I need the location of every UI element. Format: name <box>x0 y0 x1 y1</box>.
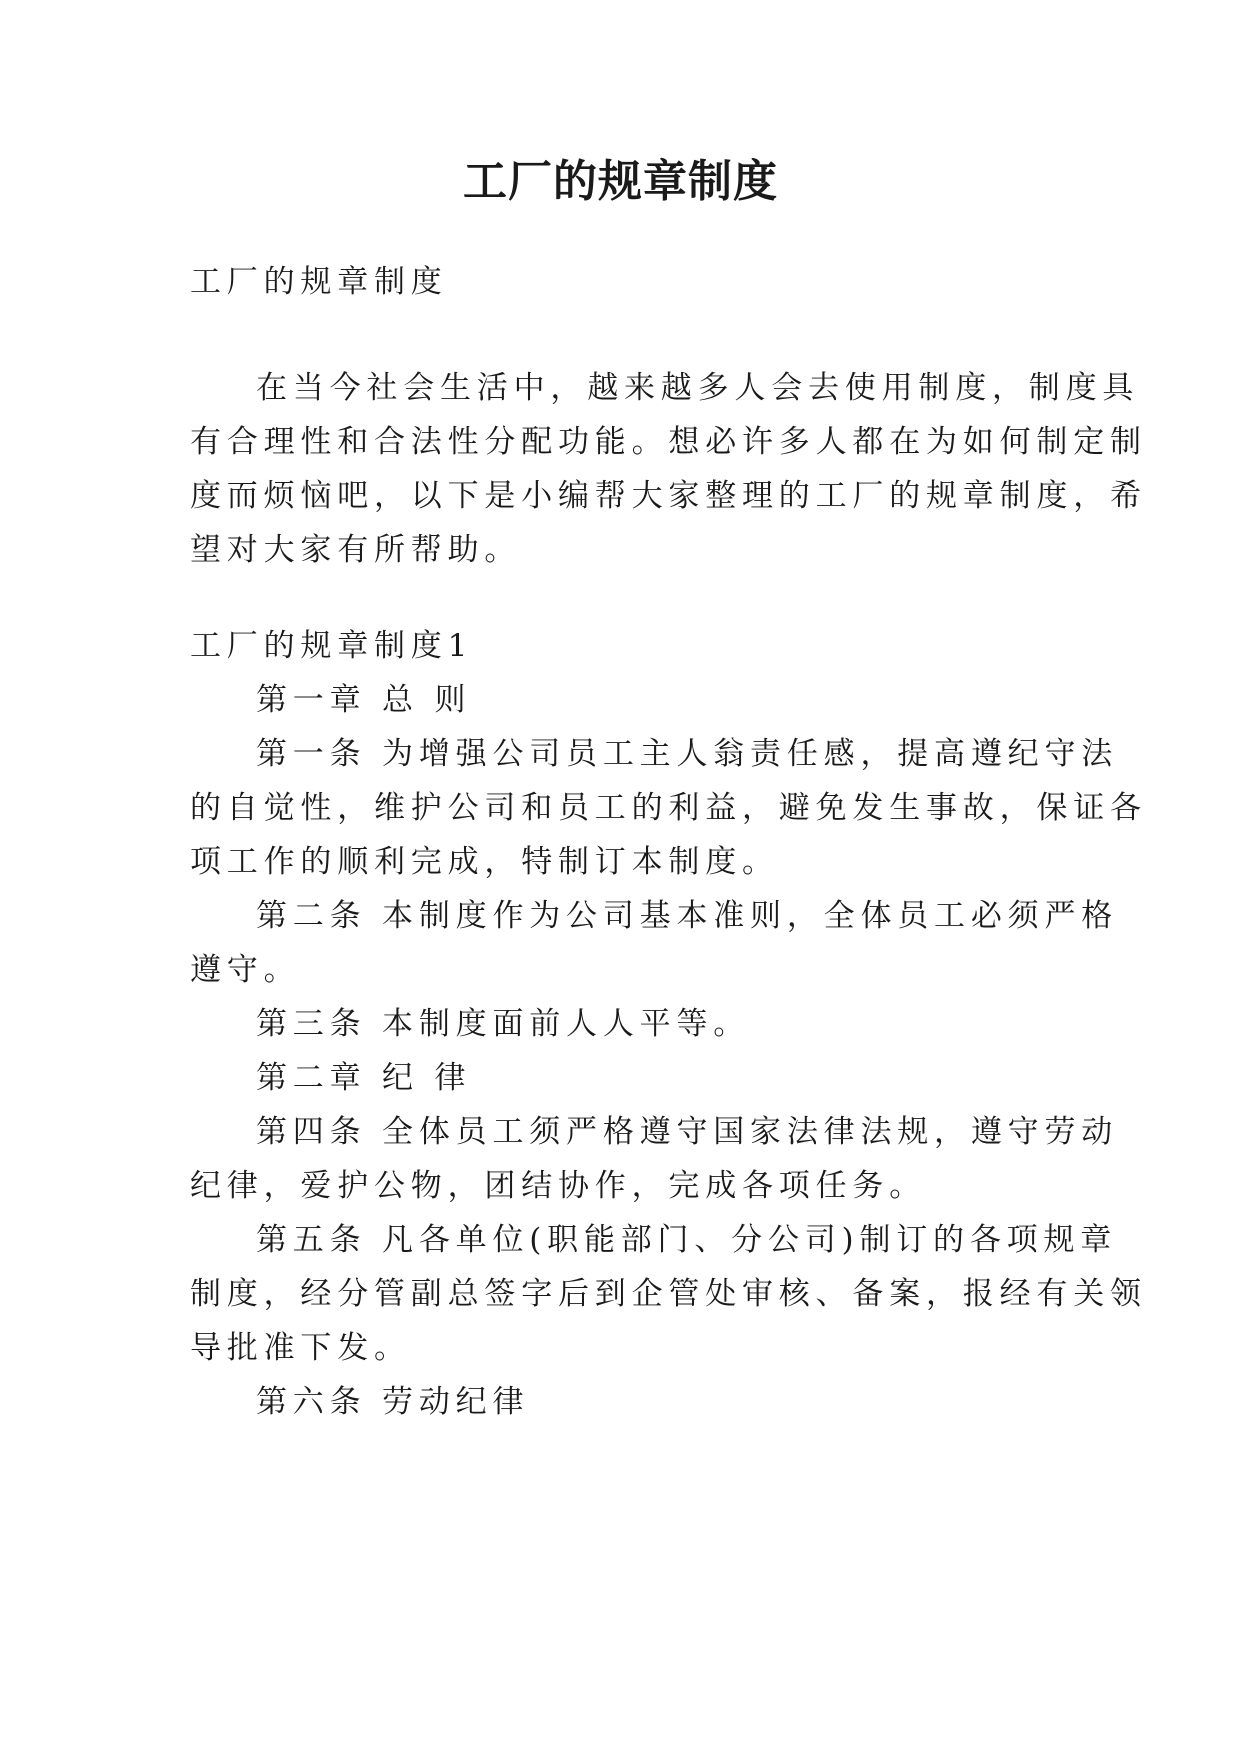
article-line: 项工作的顺利完成，特制订本制度。 <box>190 844 779 880</box>
article-line: 第六条 劳动纪律 <box>256 1384 530 1420</box>
intro-line: 望对大家有所帮助。 <box>190 532 522 568</box>
document-subtitle: 工厂的规章制度 <box>190 264 448 300</box>
document-title: 工厂的规章制度 <box>463 156 778 207</box>
article-line: 第三条 本制度面前人人平等。 <box>256 1006 751 1042</box>
article-line: 第一条 为增强公司员工主人翁责任感，提高遵纪守法 <box>256 736 1119 772</box>
article-line: 导批准下发。 <box>190 1330 411 1366</box>
intro-line: 度而烦恼吧，以下是小编帮大家整理的工厂的规章制度，希 <box>190 478 1147 514</box>
section-heading: 工厂的规章制度1 <box>190 628 474 664</box>
chapter-heading: 第二章 纪 律 <box>256 1060 472 1096</box>
chapter-heading: 第一章 总 则 <box>256 682 472 718</box>
intro-line: 在当今社会生活中，越来越多人会去使用制度，制度具 <box>256 370 1140 406</box>
article-line: 纪律，爱护公物，团结协作，完成各项任务。 <box>190 1168 926 1204</box>
article-line: 的自觉性，维护公司和员工的利益，避免发生事故，保证各 <box>190 790 1147 826</box>
article-line: 遵守。 <box>190 952 301 988</box>
intro-line: 有合理性和合法性分配功能。想必许多人都在为如何制定制 <box>190 424 1147 460</box>
article-line: 制度，经分管副总签字后到企管处审核、备案，报经有关领 <box>190 1276 1147 1312</box>
article-line: 第五条 凡各单位(职能部门、分公司)制订的各项规章 <box>256 1222 1118 1258</box>
article-line: 第四条 全体员工须严格遵守国家法律法规，遵守劳动 <box>256 1114 1119 1150</box>
article-line: 第二条 本制度作为公司基本准则，全体员工必须严格 <box>256 898 1119 934</box>
